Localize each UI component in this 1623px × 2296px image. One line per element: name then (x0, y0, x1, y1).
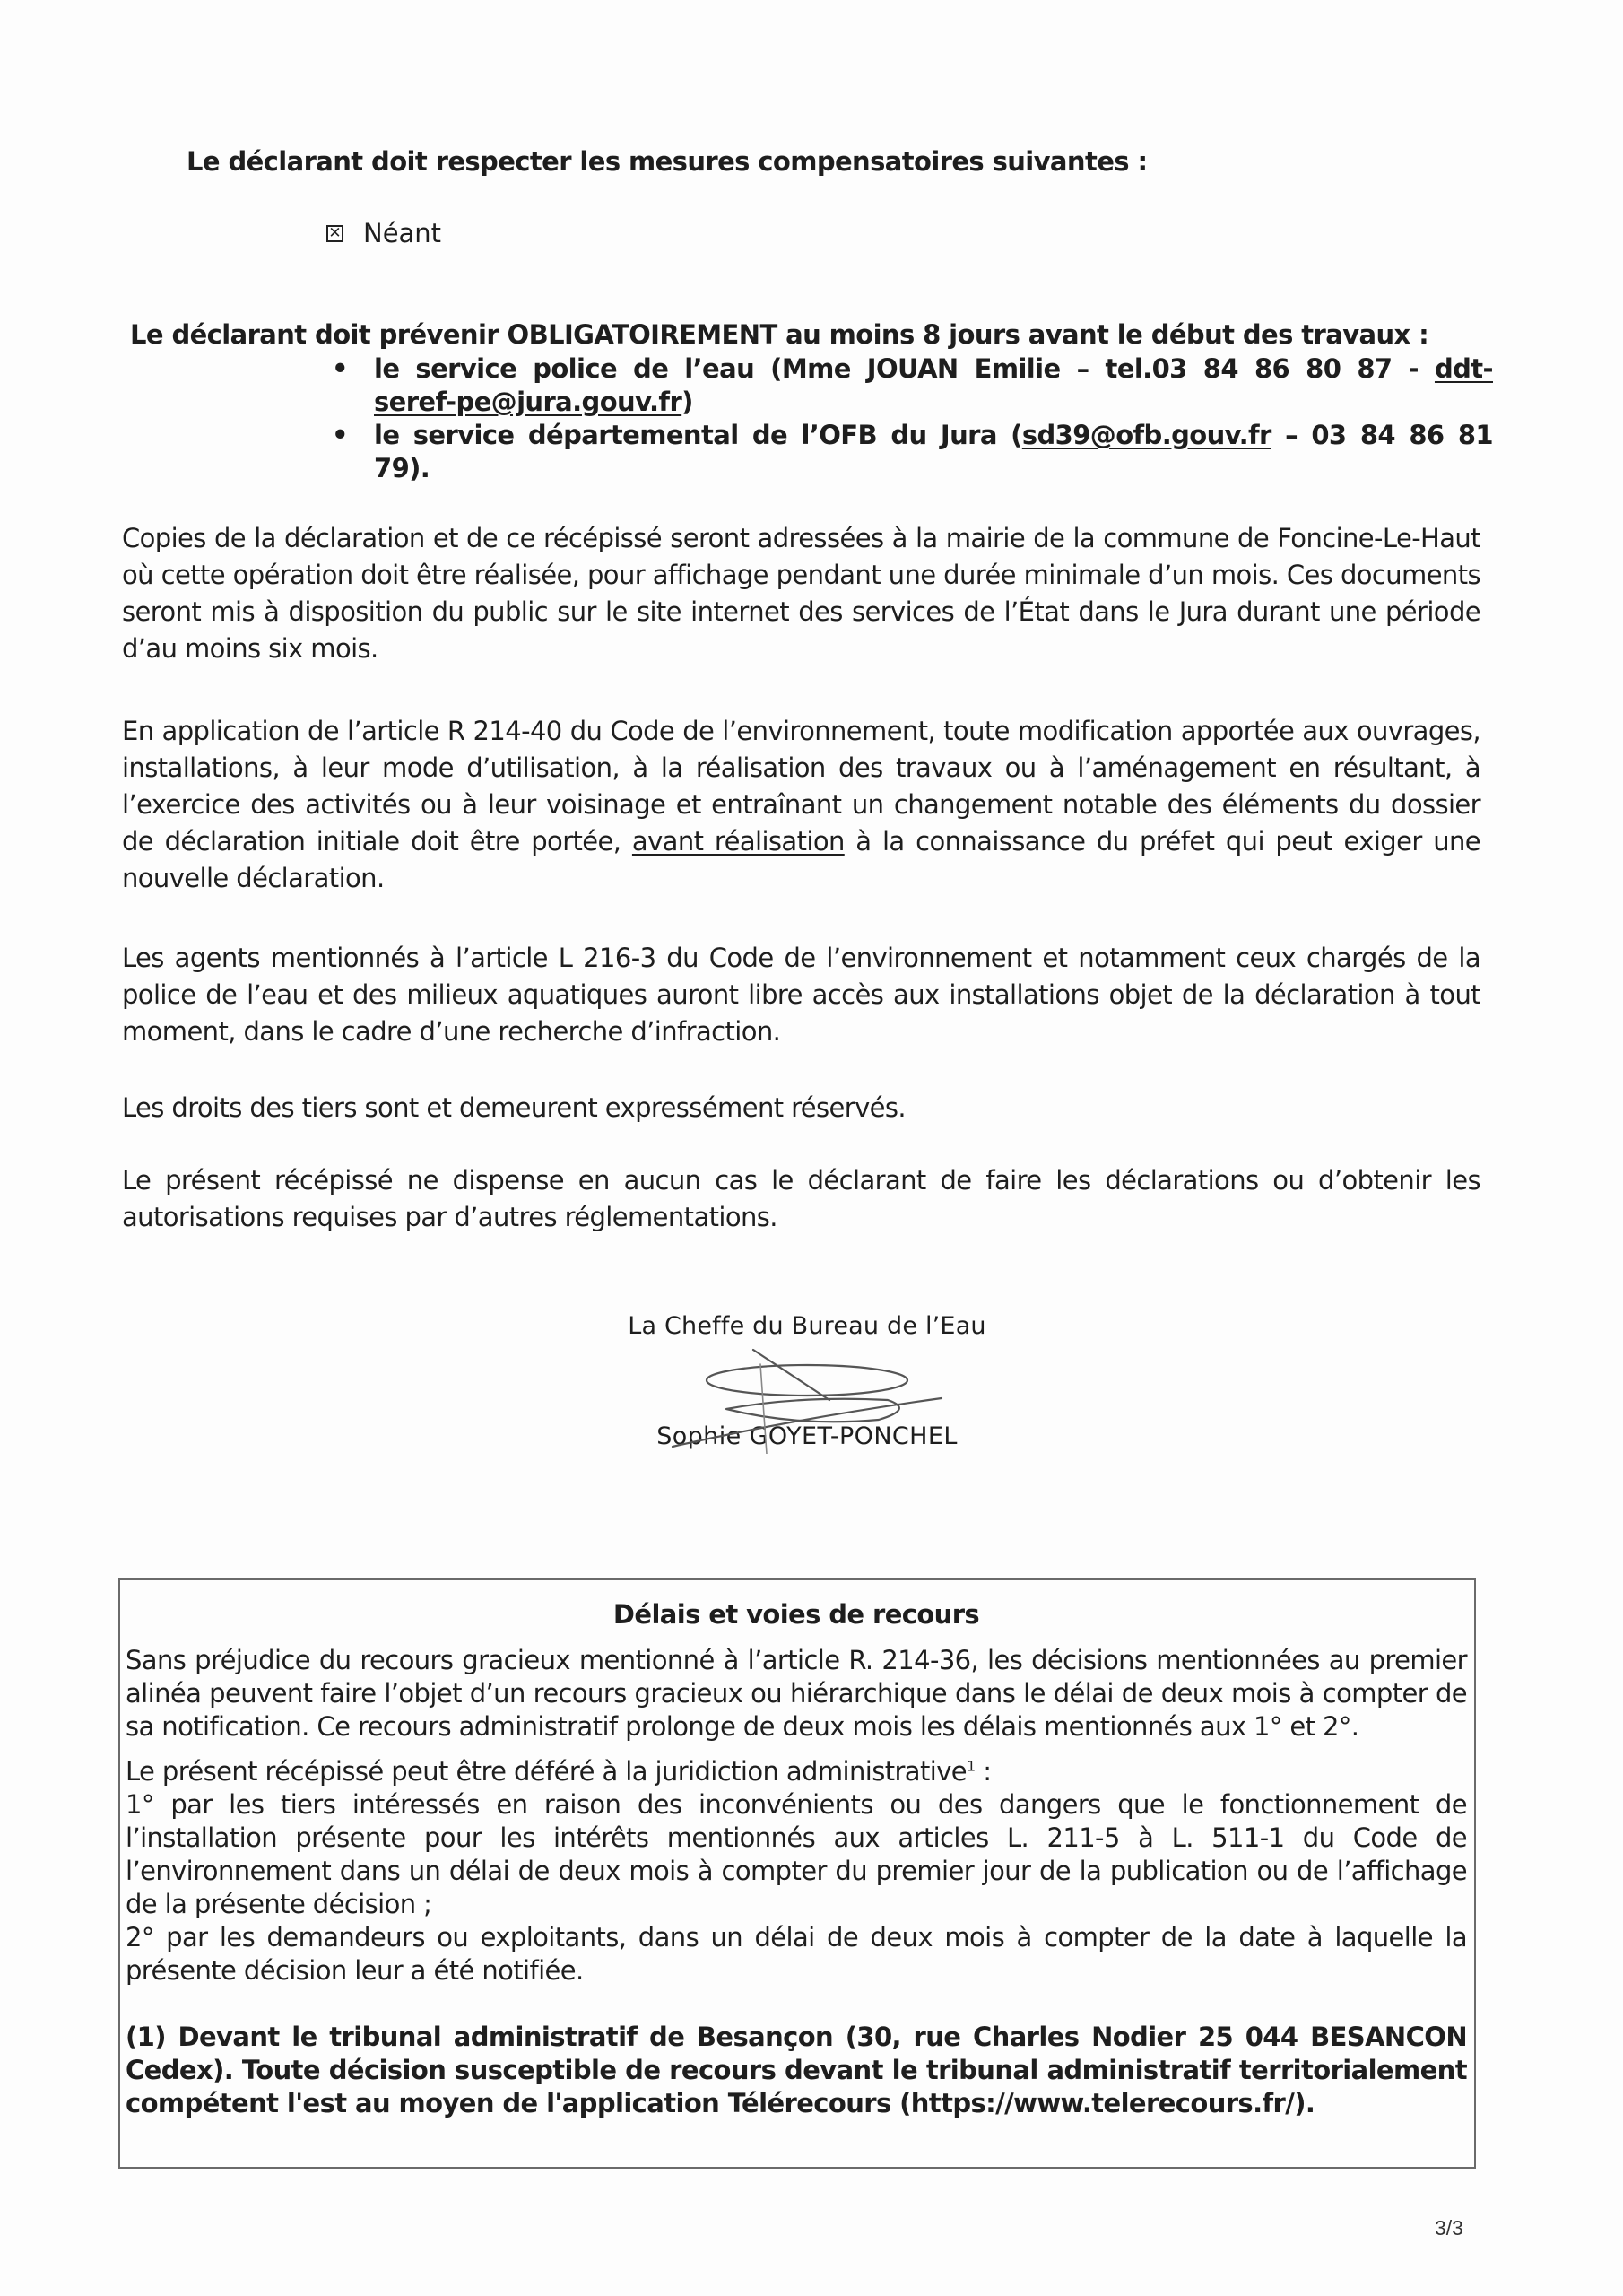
signatory-title: La Cheffe du Bureau de l’Eau (628, 1312, 986, 1340)
list-item-ofb (130, 419, 1493, 485)
application-text-start: En application de l’article R 214-40 du Code de l’environnement, toute modification apportée aux ouvrages, installations, à leur mode d’utilisation, à la réalisation des travaux ou à l’aménagement en résultant, à l’exercice des activités ou à leur voisinage et entraînant un changement notable des éléments du dossier de déclaration initiale doit être portée, (122, 716, 1480, 857)
police-eau-email-link[interactable]: ddt-seref-pe@jura.gouv.fr (374, 353, 1493, 417)
checked-checkbox-icon: ✕ (326, 225, 343, 242)
page-number: 3/3 (1435, 2216, 1463, 2239)
notification-list (130, 352, 1493, 485)
footnote-ref: 1 (967, 1757, 976, 1775)
signatory-name: Sophie GOYET-PONCHEL (656, 1422, 958, 1450)
compensatory-measures-heading: Le déclarant doit respecter les mesures compensatoires suivantes : (187, 146, 1148, 177)
agents-paragraph: Les agents mentionnés à l’article L 216-3 du Code de l’environnement et notamment ceux chargés de la police de l’eau et des milieux aquatiques auront libre accès aux installations objet de la déclaration à tout moment, dans le cadre d’une recherche d’infraction. (122, 943, 1480, 1047)
police-eau-suffix: ) (681, 387, 693, 417)
signature-block (538, 1312, 1076, 1450)
ofb-email-link[interactable]: sd39@ofb.gouv.fr (1021, 420, 1271, 450)
footnote-tribunal: (1) Devant le tribunal administratif de Besançon (30, rue Charles Nodier 25 044 BESANCON Cedex). Toute décision susceptible de recours devant le tribunal administratif territorialement compétent l'est au moyen de l'application Télérecours (https://www.telerecours.fr/). (126, 2022, 1467, 2118)
police-eau-text: le service police de l’eau (Mme JOUAN Emilie – tel.03 84 86 80 87 - (374, 353, 1435, 384)
juridiction-intro (126, 1755, 1467, 1788)
recours-item-tiers: 1° par les tiers intéressés en raison des inconvénients ou des dangers que le fonctionnement de l’installation présente pour les intérêts mentionnés aux articles L. 211-5 à L. 511-1 du Code de l’environnement dans un délai de deux mois à compter du premier jour de la publication ou de l’affichage de la présente décision ; (126, 1789, 1467, 1919)
neant-option (326, 218, 441, 248)
copies-paragraph: Copies de la déclaration et de ce récépissé seront adressées à la mairie de la commune de Foncine-Le-Haut où cette opération doit être réalisée, pour affichage pendant une durée minimale d’un mois. Ces documents seront mis à disposition du public sur le site internet des services de l’État dans le Jura durant une période d’au moins six mois. (122, 523, 1480, 664)
recours-gracieux-paragraph: Sans préjudice du recours gracieux mentionné à l’article R. 214-36, les décisions mentionnées au premier alinéa peuvent faire l’objet d’un recours gracieux ou hiérarchique dans le délai de deux mois à compter de sa notification. Ce recours administratif prolonge de deux mois les délais mentionnés aux 1° et 2°. (126, 1645, 1467, 1742)
avant-realisation-underlined: avant réalisation (631, 826, 845, 857)
ofb-text: le service départemental de l’OFB du Jura ( (374, 420, 1022, 450)
juridiction-intro-text: Le présent récépissé peut être déféré à la juridiction administrative (126, 1756, 968, 1787)
juridiction-intro-end: : (975, 1756, 992, 1787)
juridiction-paragraph (126, 1755, 1467, 1987)
application-text-end: à la connaissance du préfet qui peut exiger une nouvelle déclaration. (122, 826, 1480, 893)
handwritten-signature-icon (619, 1346, 995, 1454)
bullet-icon: • (332, 420, 348, 450)
droits-paragraph: Les droits des tiers sont et demeurent expressément réservés. (122, 1092, 907, 1123)
ofb-suffix: – 03 84 86 81 79). (374, 420, 1493, 483)
recours-box (118, 1578, 1476, 2169)
list-item-police-eau (130, 352, 1493, 419)
recours-item-demandeurs: 2° par les demandeurs ou exploitants, dans un délai de deux mois à compter de la date à laquelle la présente décision leur a été notifiée. (126, 1922, 1467, 1986)
notification-section (130, 317, 1493, 485)
neant-label: Néant (363, 218, 442, 248)
bullet-icon: • (332, 353, 348, 384)
application-paragraph (122, 713, 1480, 897)
present-recepisse-paragraph: Le présent récépissé ne dispense en aucun cas le déclarant de faire les déclarations ou d’obtenir les autorisations requises par d’autres réglementations. (122, 1165, 1480, 1232)
notification-heading: Le déclarant doit prévenir OBLIGATOIREMENT au moins 8 jours avant le début des travaux : (130, 319, 1429, 350)
recours-title: Délais et voies de recours (612, 1599, 980, 1630)
